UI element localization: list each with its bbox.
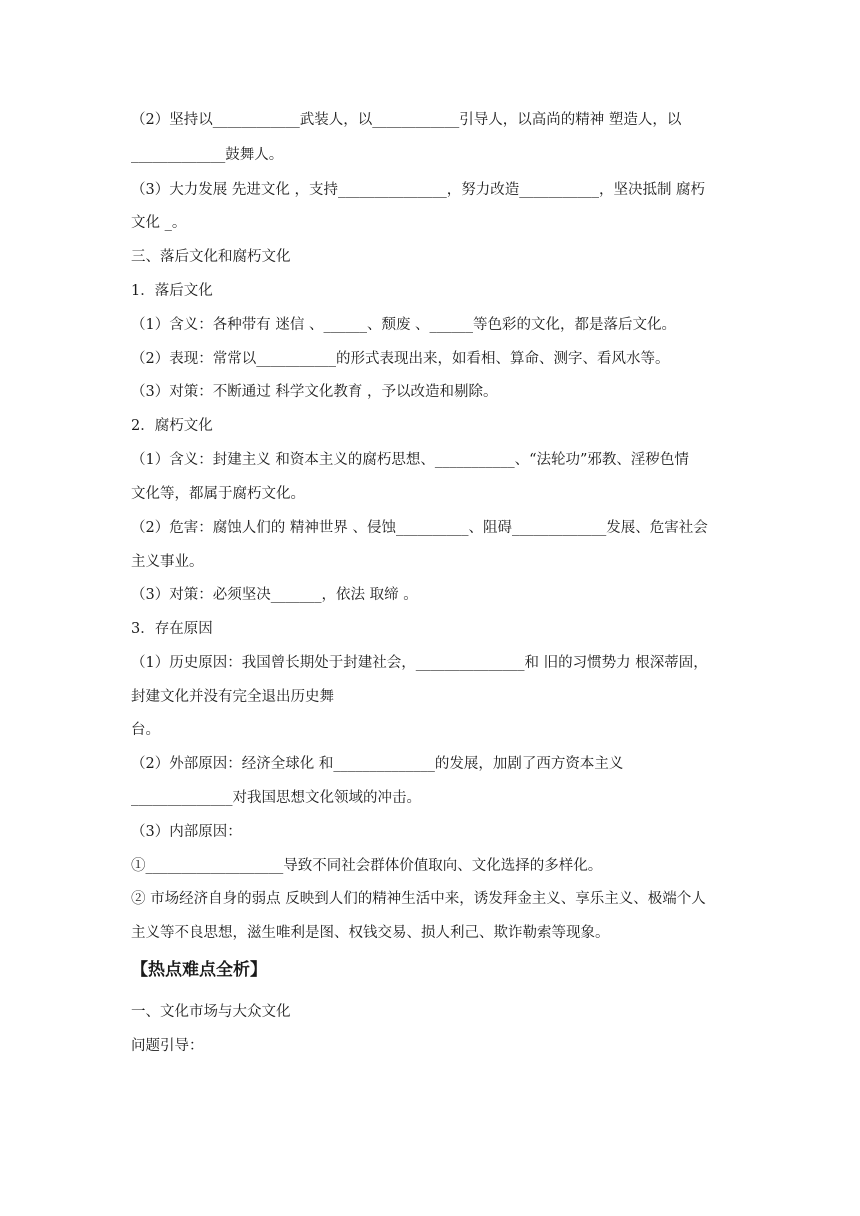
text-line: （3）大力发展 先进文化 ，支持_______________，努力改造___________，坚决抵制 腐朽 (131, 182, 706, 198)
text-line: 问题引导： (131, 1038, 204, 1054)
text-line: _____________鼓舞人。 (131, 147, 284, 163)
text-line: ______________对我国思想文化领域的冲击。 (131, 790, 421, 806)
text-line: ② 市场经济自身的弱点 反映到人们的精神生活中来，诱发拜金主义、享乐主义、极端个人 (131, 891, 706, 907)
text-line: （2）表现：常常以___________的形式表现出来，如看相、算命、测字、看风水等。 (131, 351, 670, 367)
text-line: 封建文化并没有完全退出历史舞 (131, 689, 334, 705)
text-line: （1）历史原因：我国曾长期处于封建社会，_______________和 旧的习惯势力 根深蒂固， (131, 655, 708, 671)
text-line: 台。 (131, 722, 160, 738)
section-heading: 一、文化市场与大众文化 (131, 1004, 291, 1020)
subsection-heading: 2．腐朽文化 (131, 418, 213, 434)
text-line: （2）危害：腐蚀人们的 精神世界 、侵蚀__________、阻碍_____________发展、危害社会 (131, 520, 708, 536)
text-line: （1）含义：各种带有 迷信 、______、颓废 、______等色彩的文化，都是落后文化。 (131, 317, 677, 333)
text-line: 主义事业。 (131, 554, 204, 570)
text-line: （3）对策：不断通过 科学文化教育 ，予以改造和剔除。 (131, 384, 498, 400)
hotspot-heading: 【热点难点全析】 (131, 960, 267, 980)
text-line: （2）外部原因：经济全球化 和______________的发展，加剧了西方资本主义 (131, 756, 624, 772)
text-line: 文化 _。 (131, 215, 187, 231)
text-line: 文化等，都属于腐朽文化。 (131, 486, 305, 502)
text-line: ①___________________导致不同社会群体价值取向、文化选择的多样化。 (131, 858, 603, 874)
text-line: （3）内部原因： (131, 824, 242, 840)
text-line: （1）含义：封建主义 和资本主义的腐朽思想、___________、“法轮功”邪教、淫秽色情 (131, 452, 689, 468)
text-line: （2）坚持以____________武装人，以____________引导人，以高尚的精神 塑造人，以 (131, 112, 682, 128)
section-heading: 三、落后文化和腐朽文化 (131, 249, 291, 265)
text-line: 主义等不良思想，滋生唯利是图、权钱交易、损人利己、欺诈勒索等现象。 (131, 925, 610, 941)
text-line: （3）对策：必须坚决_______，依法 取缔 。 (131, 587, 418, 603)
subsection-heading: 1．落后文化 (131, 283, 213, 299)
subsection-heading: 3．存在原因 (131, 621, 213, 637)
